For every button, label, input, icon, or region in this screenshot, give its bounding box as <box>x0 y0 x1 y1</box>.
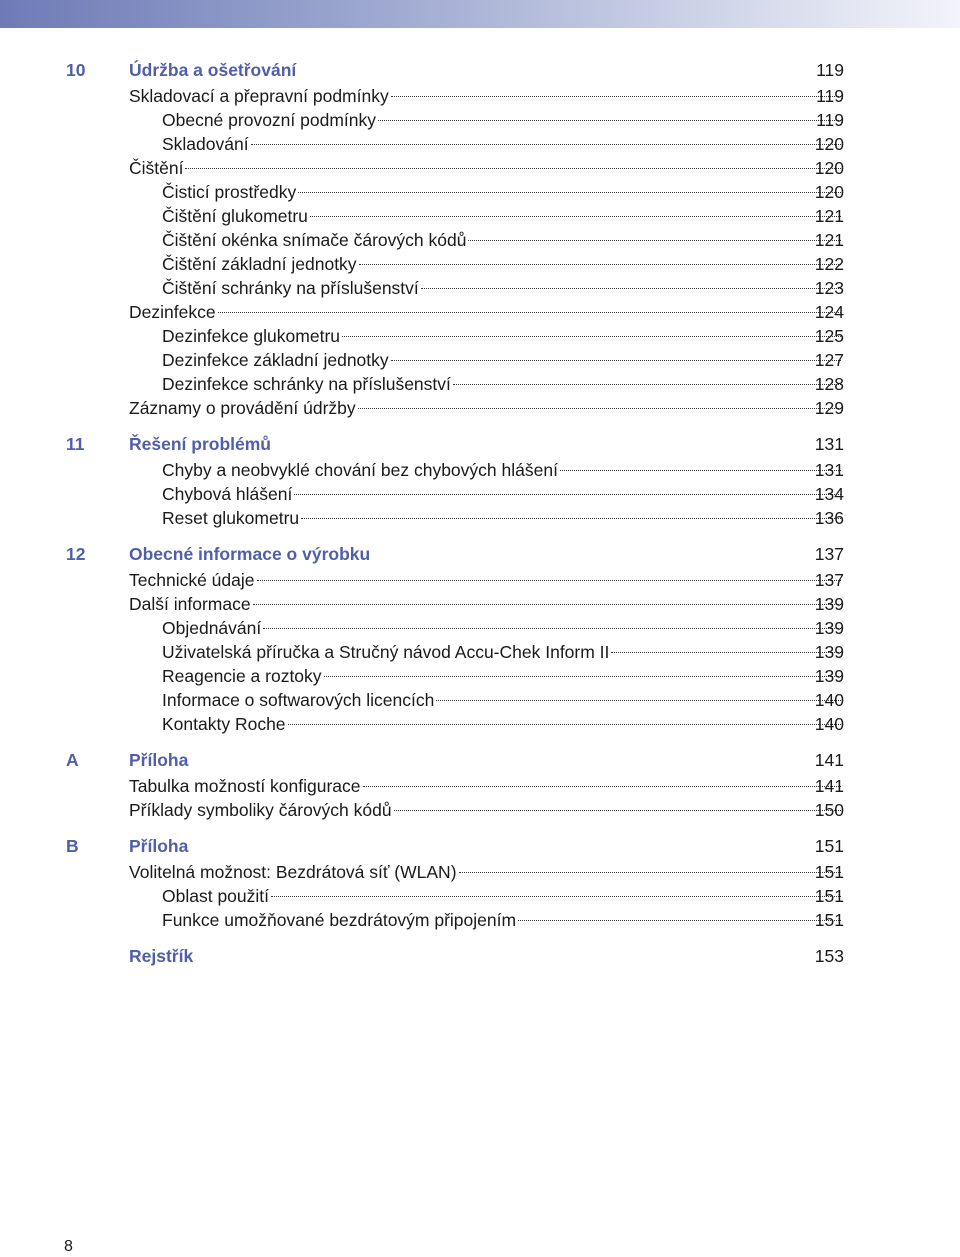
toc-section <box>0 542 960 736</box>
toc-section <box>0 834 960 932</box>
dot-leader <box>271 896 841 897</box>
page-number: 8 <box>64 1238 73 1255</box>
dot-leader <box>560 470 841 471</box>
page-reference: 151 <box>814 886 844 906</box>
dot-leader <box>358 408 841 409</box>
page-reference: 137 <box>814 570 844 590</box>
dot-leader <box>294 494 841 495</box>
page-reference: 151 <box>814 862 844 882</box>
page-reference: 139 <box>814 666 844 686</box>
toc-entry[interactable] <box>0 132 960 156</box>
entry-title: Kontakty Roche <box>162 714 286 734</box>
page-reference: 139 <box>814 618 844 638</box>
dot-leader <box>257 580 842 581</box>
toc-entry[interactable] <box>0 84 960 108</box>
dot-leader <box>218 312 841 313</box>
entry-title: Příklady symboliky čárových kódů <box>129 800 392 820</box>
toc-chapter-heading[interactable] <box>0 748 960 772</box>
toc-entry[interactable] <box>0 568 960 592</box>
toc-entry[interactable] <box>0 372 960 396</box>
toc-section <box>0 58 960 420</box>
entry-title: Reagencie a roztoky <box>162 666 322 686</box>
entry-title: Funkce umožňované bezdrátovým připojením <box>162 910 517 930</box>
entry-title: Skladování <box>162 134 249 154</box>
toc-entry[interactable] <box>0 396 960 420</box>
chapter-number: A <box>66 750 79 770</box>
entry-title: Dezinfekce schránky na příslušenství <box>162 374 451 394</box>
entry-title: Dezinfekce základní jednotky <box>162 350 389 370</box>
entry-title: Chyby a neobvyklé chování bez chybových hlášení <box>162 460 558 480</box>
entry-title: Reset glukometru <box>162 508 300 528</box>
toc-chapter-heading[interactable] <box>0 432 960 456</box>
toc-entry[interactable] <box>0 252 960 276</box>
page-reference: 122 <box>814 254 844 274</box>
page-reference: 150 <box>814 800 844 820</box>
toc-chapter-heading[interactable] <box>0 542 960 566</box>
entry-title: Čisticí prostředky <box>162 182 297 202</box>
chapter-title: Příloha <box>129 750 189 770</box>
dot-leader <box>253 604 841 605</box>
toc-entry[interactable] <box>0 798 960 822</box>
chapter-title: Řešení problémů <box>129 434 271 454</box>
page-reference: 128 <box>814 374 844 394</box>
dot-leader <box>611 652 841 653</box>
dot-leader <box>378 120 841 121</box>
toc-chapter-heading[interactable] <box>0 834 960 858</box>
page-reference: 120 <box>814 134 844 154</box>
page-reference: 121 <box>814 230 844 250</box>
toc-entry[interactable] <box>0 774 960 798</box>
dot-leader <box>359 264 841 265</box>
dot-leader <box>185 168 841 169</box>
dot-leader <box>394 810 841 811</box>
entry-title: Oblast použití <box>162 886 269 906</box>
entry-title: Dezinfekce glukometru <box>162 326 340 346</box>
toc-entry[interactable] <box>0 458 960 482</box>
chapter-number: 12 <box>66 544 86 564</box>
page-reference: 141 <box>814 776 844 796</box>
dot-leader <box>391 96 841 97</box>
dot-leader <box>421 288 841 289</box>
page-reference: 120 <box>814 158 844 178</box>
dot-leader <box>310 216 841 217</box>
chapter-number: 10 <box>66 60 86 80</box>
entry-title: Dezinfekce <box>129 302 216 322</box>
entry-title: Objednávání <box>162 618 262 638</box>
page-reference: 139 <box>814 594 844 614</box>
page-reference: 127 <box>814 350 844 370</box>
chapter-title: Údržba a ošetřování <box>129 60 297 80</box>
page-reference: 140 <box>814 714 844 734</box>
toc-entry[interactable] <box>0 908 960 932</box>
header-color-band <box>0 0 960 28</box>
dot-leader <box>459 872 841 873</box>
page-reference: 119 <box>816 86 844 106</box>
dot-leader <box>288 724 841 725</box>
toc-entry[interactable] <box>0 860 960 884</box>
dot-leader <box>298 192 841 193</box>
page-reference: 151 <box>814 910 844 930</box>
toc-entry[interactable] <box>0 300 960 324</box>
entry-title: Informace o softwarových licencích <box>162 690 435 710</box>
dot-leader <box>518 920 841 921</box>
dot-leader <box>324 676 841 677</box>
entry-title: Tabulka možností konfigurace <box>129 776 361 796</box>
toc-entry[interactable] <box>0 506 960 530</box>
toc-entry[interactable] <box>0 616 960 640</box>
chapter-number: 11 <box>66 434 85 454</box>
toc-entry[interactable] <box>0 592 960 616</box>
toc-entry[interactable] <box>0 688 960 712</box>
chapter-title: Příloha <box>129 836 189 856</box>
entry-title: Chybová hlášení <box>162 484 293 504</box>
entry-title: Další informace <box>129 594 251 614</box>
entry-title: Technické údaje <box>129 570 255 590</box>
toc-entry[interactable] <box>0 204 960 228</box>
page-reference: 125 <box>814 326 844 346</box>
page-reference: 119 <box>816 110 844 130</box>
dot-leader <box>251 144 841 145</box>
toc-entry[interactable] <box>0 228 960 252</box>
page-reference: 140 <box>814 690 844 710</box>
dot-leader <box>363 786 841 787</box>
page-reference: 134 <box>814 484 844 504</box>
toc-entry[interactable] <box>0 664 960 688</box>
entry-title: Čištění schránky na příslušenství <box>162 278 419 298</box>
toc-entry[interactable] <box>0 156 960 180</box>
dot-leader <box>468 240 841 241</box>
entry-title: Čištění okénka snímače čárových kódů <box>162 230 467 250</box>
toc-section <box>0 432 960 530</box>
toc-entry[interactable] <box>0 712 960 736</box>
dot-leader <box>263 628 841 629</box>
page-reference: 119 <box>816 60 844 80</box>
page-reference: 153 <box>814 946 844 966</box>
page-reference: 129 <box>814 398 844 418</box>
dot-leader <box>453 384 841 385</box>
page-reference: 124 <box>814 302 844 322</box>
page-reference: 136 <box>814 508 844 528</box>
toc-entry[interactable] <box>0 348 960 372</box>
chapter-title: Rejstřík <box>129 946 194 966</box>
toc-entry[interactable] <box>0 640 960 664</box>
entry-title: Volitelná možnost: Bezdrátová síť (WLAN) <box>129 862 457 882</box>
page-reference: 151 <box>814 836 844 856</box>
entry-title: Čištění glukometru <box>162 206 308 226</box>
page-reference: 123 <box>814 278 844 298</box>
toc-section <box>0 748 960 822</box>
table-of-contents <box>0 58 960 980</box>
page-reference: 131 <box>814 434 844 454</box>
toc-entry[interactable] <box>0 324 960 348</box>
page-reference: 137 <box>814 544 844 564</box>
entry-title: Skladovací a přepravní podmínky <box>129 86 389 106</box>
dot-leader <box>342 336 841 337</box>
chapter-title: Obecné informace o výrobku <box>129 544 371 564</box>
toc-entry[interactable] <box>0 884 960 908</box>
toc-section <box>0 944 960 968</box>
toc-entry[interactable] <box>0 108 960 132</box>
toc-entry[interactable] <box>0 482 960 506</box>
dot-leader <box>391 360 841 361</box>
entry-title: Čištění <box>129 158 184 178</box>
toc-chapter-heading[interactable] <box>0 58 960 82</box>
toc-chapter-heading[interactable] <box>0 944 960 968</box>
page-reference: 121 <box>814 206 844 226</box>
dot-leader <box>301 518 841 519</box>
toc-entry[interactable] <box>0 276 960 300</box>
toc-entry[interactable] <box>0 180 960 204</box>
page-reference: 139 <box>814 642 844 662</box>
page-reference: 120 <box>814 182 844 202</box>
chapter-number: B <box>66 836 79 856</box>
page-reference: 141 <box>814 750 844 770</box>
page-reference: 131 <box>814 460 844 480</box>
entry-title: Záznamy o provádění údržby <box>129 398 356 418</box>
entry-title: Obecné provozní podmínky <box>162 110 377 130</box>
dot-leader <box>436 700 841 701</box>
entry-title: Čištění základní jednotky <box>162 254 357 274</box>
entry-title: Uživatelská příručka a Stručný návod Accu-Chek Inform II <box>162 642 610 662</box>
